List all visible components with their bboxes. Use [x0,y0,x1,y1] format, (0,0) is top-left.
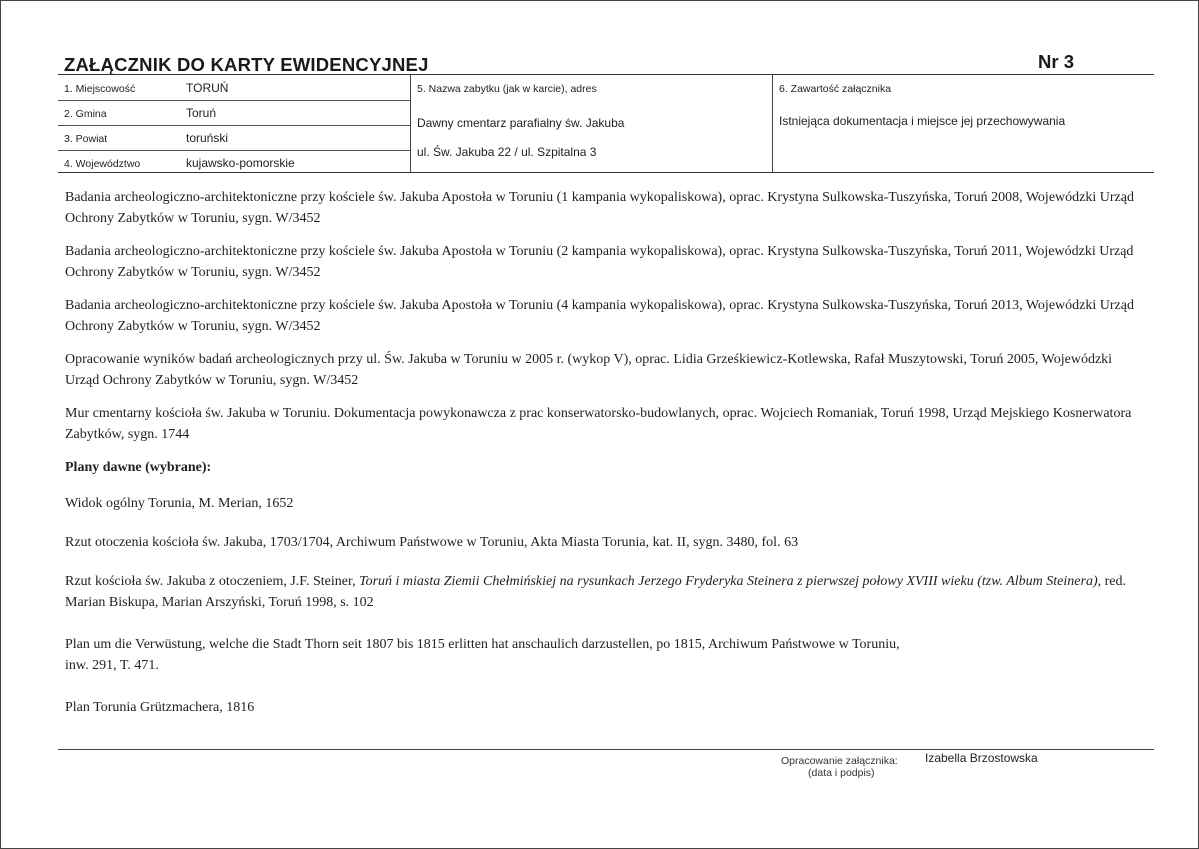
footer-label: Opracowanie załącznika: [781,755,898,767]
plan-entry-steiner [65,571,1145,613]
field-row-county [58,125,410,151]
footer-rule [58,749,1154,750]
plan-entry-text: , red. Marian Biskupa, Marian Arszyński, Toruń 1998, s. 102 [65,574,1126,610]
bibliography-entry: Badania archeologiczno-architektoniczne przy kościele św. Jakuba Apostoła w Toruniu (2 kampania wykopaliskowa), oprac. Krystyna Sulkowska-Tuszyńska, Toruń 2011, Wojewódzki Urząd Ochrony Zabytków w Toruniu, sygn. W/3452 [65,244,1134,280]
attachment-content-cell [772,75,1155,172]
monument-cell [410,75,773,172]
document-body [65,187,1145,730]
bibliography-entry: Opracowanie wyników badań archeologicznych przy ul. Św. Jakuba w Toruniu w 2005 r. (wykop V), oprac. Lidia Grześkiewicz-Kotlewska, Rafał Muszytowski, Toruń 2005, Wojewódzki Urząd Ochrony Zabytków w Toruniu, sygn. W/3452 [65,352,1113,388]
plan-entry-thorn [65,634,1145,676]
bibliography-entry: Mur cmentarny kościoła św. Jakuba w Toruniu. Dokumentacja powykonawcza z prac konserwatorsko-budowlanych, oprac. Wojciech Romaniak, Toruń 1998, Urząd Mejskiego Kosnerwatora Zabytków, sygn. 1744 [65,406,1132,442]
bibliography-entry: Badania archeologiczno-architektoniczne przy kościele św. Jakuba Apostoła w Toruniu (4 kampania wykopaliskowa), oprac. Krystyna Sulkowska-Tuszyńska, Toruń 2013, Wojewódzki Urząd Ochrony Zabytków w Toruniu, sygn. W/3452 [65,298,1134,334]
author-name: Izabella Brzostowska [925,751,1038,765]
plan-entry-text: Rzut kościoła św. Jakuba z otoczeniem, J.F. Steiner, [65,574,360,589]
plan-entry: Plan Torunia Grützmachera, 1816 [65,700,255,715]
monument-label: 5. Nazwa zabytku (jak w karcie), adres [417,83,597,95]
field-label: 3. Powiat [64,133,108,145]
field-row-locality [58,75,410,101]
field-row-commune [58,100,410,126]
field-value: toruński [186,131,229,145]
attachment-number: Nr 3 [1038,51,1074,72]
attachment-content-label: 6. Zawartość załącznika [779,83,892,95]
field-label: 1. Miejscowość [64,83,136,95]
field-label: 4. Województwo [64,158,141,170]
document-title: ZAŁĄCZNIK DO KARTY EWIDENCYJNEJ [64,54,429,75]
attachment-content-value: Istniejąca dokumentacja i miejsce jej przechowywania [779,114,1066,128]
plan-entry-italic-title: Toruń i miasta Ziemii Chełmińskiej na rysunkach Jerzego Fryderyka Steinera z pierwszej połowy XVIII wieku (tzw. Album Steinera) [359,574,1098,589]
plan-entry-line: Plan um die Verwüstung, welche die Stadt Thorn seit 1807 bis 1815 erlitten hat anschaulich darzustellen, po 1815, Archiwum Państwowe w Toruniu, [65,637,900,652]
field-value: TORUŃ [186,81,229,95]
field-label: 2. Gmina [64,108,107,120]
field-value: Toruń [186,106,217,120]
monument-address: ul. Św. Jakuba 22 / ul. Szpitalna 3 [417,145,597,159]
footer-sublabel: (data i podpis) [808,767,875,779]
bibliography-entry: Badania archeologiczno-architektoniczne przy kościele św. Jakuba Apostoła w Toruniu (1 kampania wykopaliskowa), oprac. Krystyna Sulkowska-Tuszyńska, Toruń 2008, Wojewódzki Urząd Ochrony Zabytków w Toruniu, sygn. W/3452 [65,190,1134,226]
plan-entry: Widok ogólny Torunia, M. Merian, 1652 [65,496,294,511]
plans-heading: Plany dawne (wybrane): [65,460,212,475]
plan-entry: Rzut otoczenia kościoła św. Jakuba, 1703/1704, Archiwum Państwowe w Toruniu, Akta Miasta Torunia, kat. II, sygn. 3480, fol. 63 [65,535,799,550]
header-table [58,75,1154,173]
field-row-voivodeship [58,150,410,175]
plan-entry-line: inw. 291, T. 471. [65,658,159,673]
location-fields [58,75,410,172]
field-value: kujawsko-pomorskie [186,156,295,170]
monument-name: Dawny cmentarz parafialny św. Jakuba [417,116,625,130]
